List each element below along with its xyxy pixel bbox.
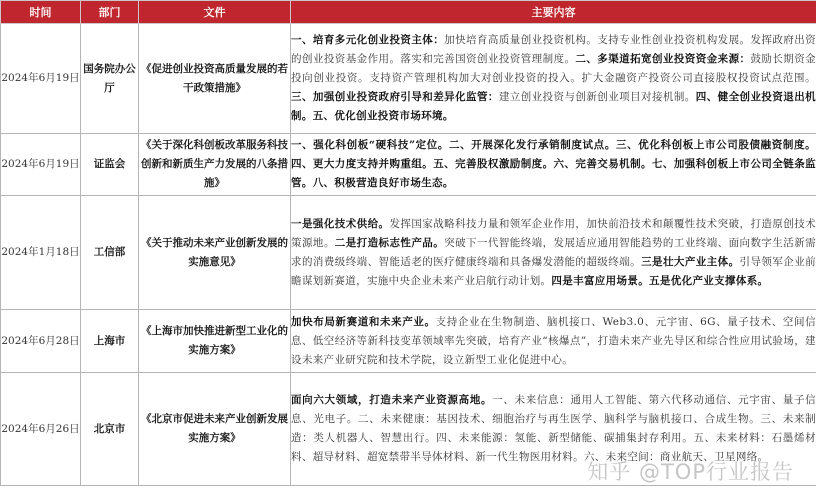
cell-dept: 国务院办公厅 (81, 24, 139, 134)
content-bold-segment: 三是壮大产业主体。 (641, 255, 740, 268)
content-bold-segment: 三、加强创业投资政府引导和差异化监管： (291, 91, 499, 103)
cell-doc: 《北京市促进未来产业创新发展实施方案》 (139, 373, 291, 486)
content-bold-segment: 二、多渠道拓宽创业投资资金来源： (575, 53, 751, 65)
header-row (1, 1, 816, 24)
content-bold-segment: 四是丰富应用场景。五是优化产业支撑体系。 (551, 274, 769, 287)
cell-content (291, 196, 816, 310)
content-segment: 一、未来信息：通用人工智能、第六代移动通信、元宇宙、量子信息、光电子。二、未来健康：基因技术、细胞治疗与再生医学、脑科学与脑机接口、合成生物。三、未来制造：类人机器人、智慧出行。四、未来能源：氢能、新型储能、碳捕集封存利用。五、未来材料：石墨烯材料、超导材料、超宽禁带半导体材料、新一代生物医用材料。六、未来空间：商业航天、卫星网络。 (291, 394, 816, 463)
cell-time: 2024年6月19日 (1, 24, 81, 134)
content-segment: 突破下一代智能终端，发展适应通用智能趋势的工业终端、面向数字生活新需求的消费级终端、智能适老的医疗健康终端和具备爆发潜能的超级终端。 (291, 236, 816, 268)
cell-dept: 证监会 (81, 134, 139, 196)
cell-content (291, 373, 816, 486)
header-time: 时间 (1, 1, 81, 24)
cell-content (291, 310, 816, 373)
cell-time: 2024年1月18日 (1, 196, 81, 310)
content-segment: 发挥国家战略科技力量和领军企业作用，加快前沿技术和颠覆性技术突破，打造原创技术策源地。 (291, 217, 816, 249)
header-dept: 部门 (81, 1, 139, 24)
content-segment: 支持企业在生物制造、脑机接口、Web3.0、元宇宙、6G、量子技术、空间信息、低空经济等新科技变革领域率先突破，培育产业“核爆点”，打造未来产业先导区和综合性应用试验场，建设未来产业研究院和技术学院，设立新型工业化促进中心。 (291, 315, 816, 366)
cell-content (291, 134, 816, 196)
table-row (1, 196, 816, 310)
cell-dept: 上海市 (81, 310, 139, 373)
cell-doc: 《促进创业投资高质量发展的若干政策措施》 (139, 24, 291, 134)
cell-doc: 《上海市加快推进新型工业化的实施方案》 (139, 310, 291, 373)
header-doc: 文件 (139, 1, 291, 24)
cell-dept: 工信部 (81, 196, 139, 310)
watermark: 知乎 @TOP行业报告 (587, 460, 794, 484)
content-bold-segment: 二是打造标志性产品。 (334, 236, 445, 249)
cell-doc: 《关于深化科创板改革服务科技创新和新质生产力发展的八条措施》 (139, 134, 291, 196)
content-bold-segment: 一、强化科创板“硬科技”定位。二、开展深化发行承销制度试点。三、优化科创板上市公司股债融资制度。四、更大力度支持并购重组。五、完善股权激励制度。六、完善交易机制。七、加强科创板上市公司全链条监管。八、积极营造良好市场生态。 (291, 139, 816, 189)
content-bold-segment: 一、培育多元化创业投资主体： (291, 34, 445, 46)
table-row (1, 24, 816, 134)
cell-time: 2024年6月26日 (1, 373, 81, 486)
table-row (1, 134, 816, 196)
content-bold-segment: 一是强化技术供给。 (291, 217, 390, 230)
cell-content (291, 24, 816, 134)
table-row (1, 373, 816, 486)
content-bold-segment: 四、健全创业投资退出机制。五、优化创业投资市场环境。 (291, 91, 816, 122)
cell-doc: 《关于推动未来产业创新发展的实施意见》 (139, 196, 291, 310)
cell-time: 2024年6月19日 (1, 134, 81, 196)
content-segment: 鼓励长期资金投向创业投资。支持资产管理机构加大对创业投资的投入。扩大金融资产投资公司直接股权投资试点范围。 (291, 53, 816, 84)
content-segment: 加快培育高质量创业投资机构。支持专业性创业投资机构发展。发挥政府出资的创业投资基金作用。落实和完善国资创业投资管理制度。 (291, 34, 816, 65)
header-content: 主要内容 (291, 1, 816, 24)
content-bold-segment: 加快布局新赛道和未来产业。 (291, 315, 436, 328)
table-row (1, 310, 816, 373)
cell-dept: 北京市 (81, 373, 139, 486)
cell-time: 2024年6月28日 (1, 310, 81, 373)
content-segment: 建立创业投资与创新创业项目对接机制。 (498, 91, 696, 103)
content-segment: 引导领军企业前瞻谋划新赛道，实施中央企业未来产业启航行动计划。 (291, 255, 816, 287)
content-bold-segment: 面向六大领域，打造未来产业资源高地。 (291, 394, 493, 406)
